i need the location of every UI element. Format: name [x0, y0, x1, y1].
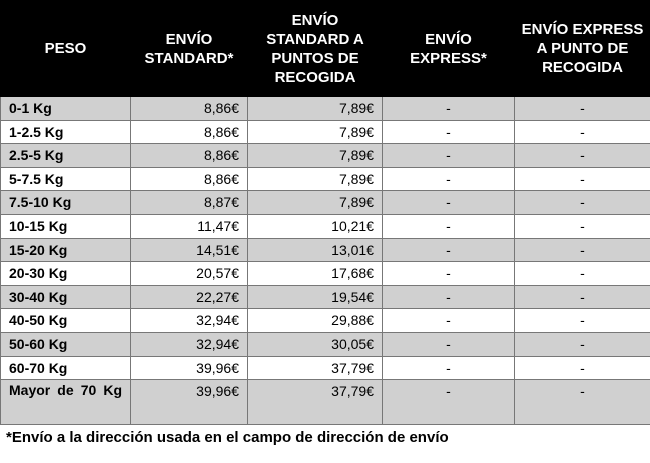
- express-punto-price-cell: -: [515, 262, 650, 286]
- express-punto-price-cell: -: [515, 97, 650, 121]
- express-price-cell: -: [383, 144, 515, 168]
- header-envio-standard-puntos: ENVÍO STANDARD A PUNTOS DE RECOGIDA: [248, 1, 383, 97]
- puntos-price-cell: 30,05€: [248, 332, 383, 356]
- standard-price-cell: 8,86€: [131, 144, 248, 168]
- standard-price-cell: 8,86€: [131, 97, 248, 121]
- puntos-price-cell: 37,79€: [248, 356, 383, 380]
- puntos-price-cell: 19,54€: [248, 285, 383, 309]
- standard-price-cell: 20,57€: [131, 262, 248, 286]
- express-punto-price-cell: -: [515, 167, 650, 191]
- peso-cell: 60-70 Kg: [1, 356, 131, 380]
- express-punto-price-cell: -: [515, 380, 650, 425]
- peso-cell: 5-7.5 Kg: [1, 167, 131, 191]
- table-row: [1, 191, 650, 215]
- standard-price-cell: 39,96€: [131, 380, 248, 425]
- express-price-cell: -: [383, 309, 515, 333]
- table-header: [1, 1, 650, 97]
- standard-price-cell: 39,96€: [131, 356, 248, 380]
- express-price-cell: -: [383, 262, 515, 286]
- standard-price-cell: 32,94€: [131, 309, 248, 333]
- express-punto-price-cell: -: [515, 285, 650, 309]
- peso-cell: 0-1 Kg: [1, 97, 131, 121]
- peso-cell: 40-50 Kg: [1, 309, 131, 333]
- standard-price-cell: 11,47€: [131, 214, 248, 238]
- puntos-price-cell: 7,89€: [248, 120, 383, 144]
- standard-price-cell: 22,27€: [131, 285, 248, 309]
- header-envio-standard: ENVÍO STANDARD*: [131, 1, 248, 97]
- express-price-cell: -: [383, 214, 515, 238]
- table-row: [1, 97, 650, 121]
- express-punto-price-cell: -: [515, 191, 650, 215]
- table-row: [1, 356, 650, 380]
- table-row: [1, 144, 650, 168]
- peso-cell: 1-2.5 Kg: [1, 120, 131, 144]
- standard-price-cell: 32,94€: [131, 332, 248, 356]
- express-punto-price-cell: -: [515, 214, 650, 238]
- puntos-price-cell: 37,79€: [248, 380, 383, 425]
- express-price-cell: -: [383, 97, 515, 121]
- table-row: [1, 167, 650, 191]
- peso-cell: 50-60 Kg: [1, 332, 131, 356]
- puntos-price-cell: 7,89€: [248, 191, 383, 215]
- peso-cell: 30-40 Kg: [1, 285, 131, 309]
- express-punto-price-cell: -: [515, 356, 650, 380]
- puntos-price-cell: 10,21€: [248, 214, 383, 238]
- header-envio-express-punto: ENVÍO EXPRESS A PUNTO DE RECOGIDA: [515, 1, 650, 97]
- express-price-cell: -: [383, 380, 515, 425]
- peso-cell: 10-15 Kg: [1, 214, 131, 238]
- express-punto-price-cell: -: [515, 309, 650, 333]
- header-envio-express: ENVÍO EXPRESS*: [383, 1, 515, 97]
- header-peso: PESO: [1, 1, 131, 97]
- table-row: [1, 238, 650, 262]
- peso-cell: 15-20 Kg: [1, 238, 131, 262]
- footnote: *Envío a la dirección usada en el campo de dirección de envío: [6, 429, 449, 447]
- express-punto-price-cell: -: [515, 332, 650, 356]
- puntos-price-cell: 13,01€: [248, 238, 383, 262]
- peso-cell: 7.5-10 Kg: [1, 191, 131, 215]
- standard-price-cell: 14,51€: [131, 238, 248, 262]
- peso-cell: Mayor de 70 Kg: [1, 380, 131, 425]
- table-body: [1, 97, 650, 425]
- express-price-cell: -: [383, 285, 515, 309]
- standard-price-cell: 8,86€: [131, 167, 248, 191]
- puntos-price-cell: 7,89€: [248, 144, 383, 168]
- table-row: [1, 262, 650, 286]
- table-row: [1, 332, 650, 356]
- express-price-cell: -: [383, 120, 515, 144]
- table-row: [1, 285, 650, 309]
- table-row: [1, 309, 650, 333]
- table-row: [1, 120, 650, 144]
- express-punto-price-cell: -: [515, 238, 650, 262]
- standard-price-cell: 8,87€: [131, 191, 248, 215]
- express-price-cell: -: [383, 167, 515, 191]
- express-price-cell: -: [383, 238, 515, 262]
- table-row: [1, 214, 650, 238]
- puntos-price-cell: 7,89€: [248, 167, 383, 191]
- puntos-price-cell: 7,89€: [248, 97, 383, 121]
- puntos-price-cell: 29,88€: [248, 309, 383, 333]
- table-row: [1, 380, 650, 425]
- express-price-cell: -: [383, 356, 515, 380]
- express-price-cell: -: [383, 332, 515, 356]
- express-punto-price-cell: -: [515, 120, 650, 144]
- express-price-cell: -: [383, 191, 515, 215]
- puntos-price-cell: 17,68€: [248, 262, 383, 286]
- express-punto-price-cell: -: [515, 144, 650, 168]
- peso-cell: 2.5-5 Kg: [1, 144, 131, 168]
- peso-cell: 20-30 Kg: [1, 262, 131, 286]
- standard-price-cell: 8,86€: [131, 120, 248, 144]
